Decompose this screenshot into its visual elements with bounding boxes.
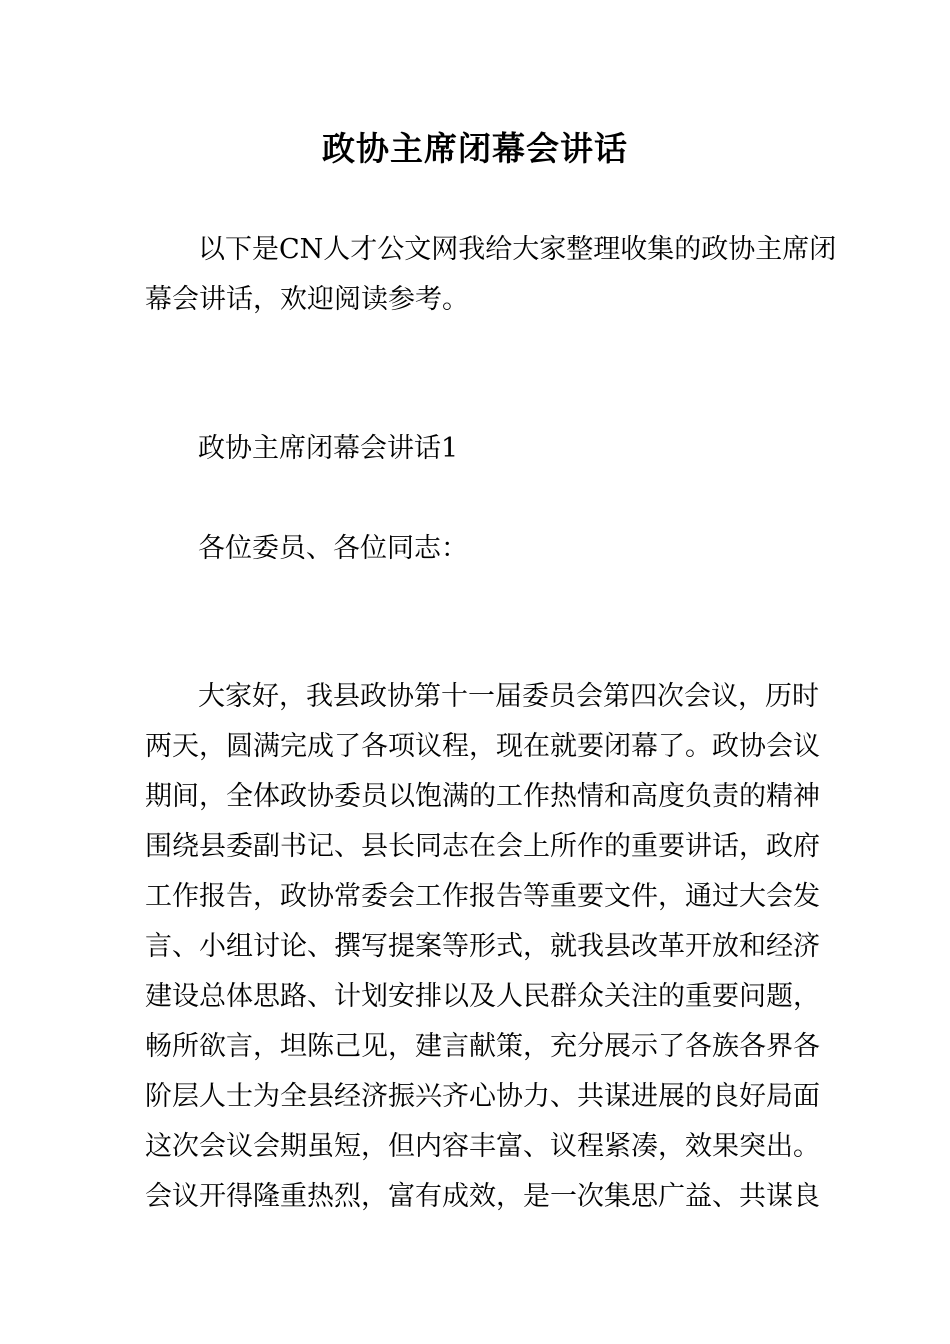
salutation: 各位委员、各位同志： [198,533,468,564]
body-line: 会议开得隆重热烈，富有成效，是一次集思广益、共谋良 [145,1181,820,1212]
body-line: 言、小组讨论、撰写提案等形式，就我县改革开放和经济 [145,931,820,962]
body-line: 两天，圆满完成了各项议程，现在就要闭幕了。政协会议 [145,731,820,762]
body-line: 工作报告，政协常委会工作报告等重要文件，通过大会发 [145,881,820,912]
body-line: 建设总体思路、计划安排以及人民群众关注的重要问题， [145,981,820,1012]
body-line: 阶层人士为全县经济振兴齐心协力、共谋进展的良好局面 [145,1081,820,1112]
intro-line: 幕会讲话，欢迎阅读参考。 [145,284,469,315]
body-line: 畅所欲言，坦陈己见，建言献策，充分展示了各族各界各 [145,1031,820,1062]
intro-line: 以下是CN人才公文网我给大家整理收集的政协主席闭 [198,234,837,265]
body-line: 围绕县委副书记、县长同志在会上所作的重要讲话，政府 [145,831,820,862]
body-line: 大家好，我县政协第十一届委员会第四次会议，历时 [198,681,819,712]
body-line: 期间，全体政协委员以饱满的工作热情和高度负责的精神 [145,781,820,812]
body-line: 这次会议会期虽短，但内容丰富、议程紧凑，效果突出。 [145,1131,820,1162]
section-heading: 政协主席闭幕会讲话1 [198,433,459,464]
document-title: 政协主席闭幕会讲话 [322,129,628,168]
